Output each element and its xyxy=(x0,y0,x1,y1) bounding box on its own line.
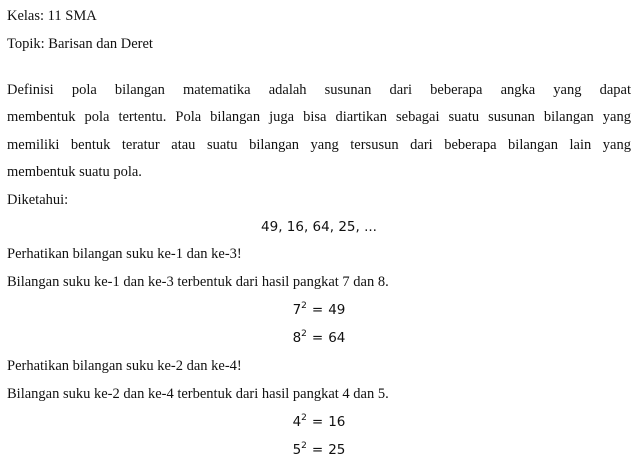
equation-base: 8 xyxy=(292,330,302,346)
definition-line-1: Definisi pola bilangan matematika adalah susunan dari beberapa angka yang dapat xyxy=(7,82,631,98)
equation-base: 7 xyxy=(292,302,302,318)
equation-exponent: 2 xyxy=(301,413,307,423)
definition-line-4: membentuk suatu pola. xyxy=(7,164,142,180)
step1-explanation: Bilangan suku ke-1 dan ke-3 terbentuk dari hasil pangkat 7 dan 8. xyxy=(7,274,389,290)
equation-7-squared xyxy=(7,301,631,319)
equation-exponent: 2 xyxy=(301,441,307,451)
step2-explanation: Bilangan suku ke-2 dan ke-4 terbentuk dari hasil pangkat 4 dan 5. xyxy=(7,386,389,402)
equals-sign: = xyxy=(311,414,324,430)
equation-result: 16 xyxy=(328,414,346,430)
equals-sign: = xyxy=(311,330,324,346)
equals-sign: = xyxy=(311,442,324,458)
step2-instruction: Perhatikan bilangan suku ke-2 dan ke-4! xyxy=(7,358,242,374)
equation-4-squared xyxy=(7,413,631,431)
equation-5-squared xyxy=(7,441,631,459)
equation-exponent: 2 xyxy=(301,301,307,311)
equation-base: 4 xyxy=(292,414,302,430)
class-label: Kelas: 11 SMA xyxy=(7,8,97,24)
equation-8-squared xyxy=(7,329,631,347)
definition-line-3: memiliki bentuk teratur atau suatu bilangan yang tersusun dari beberapa bilangan lain yang xyxy=(7,137,631,153)
definition-line-2: membentuk pola tertentu. Pola bilangan juga bisa diartikan sebagai suatu susunan bilangan yang xyxy=(7,109,631,125)
equation-base: 5 xyxy=(292,442,302,458)
equals-sign: = xyxy=(311,302,324,318)
equation-result: 64 xyxy=(328,330,346,346)
topic-label: Topik: Barisan dan Deret xyxy=(7,36,153,52)
equation-result: 49 xyxy=(328,302,346,318)
step1-instruction: Perhatikan bilangan suku ke-1 dan ke-3! xyxy=(7,246,242,262)
given-label: Diketahui: xyxy=(7,192,69,208)
given-sequence: 49, 16, 64, 25, ... xyxy=(261,219,377,235)
equation-exponent: 2 xyxy=(301,329,307,339)
equation-result: 25 xyxy=(328,442,346,458)
